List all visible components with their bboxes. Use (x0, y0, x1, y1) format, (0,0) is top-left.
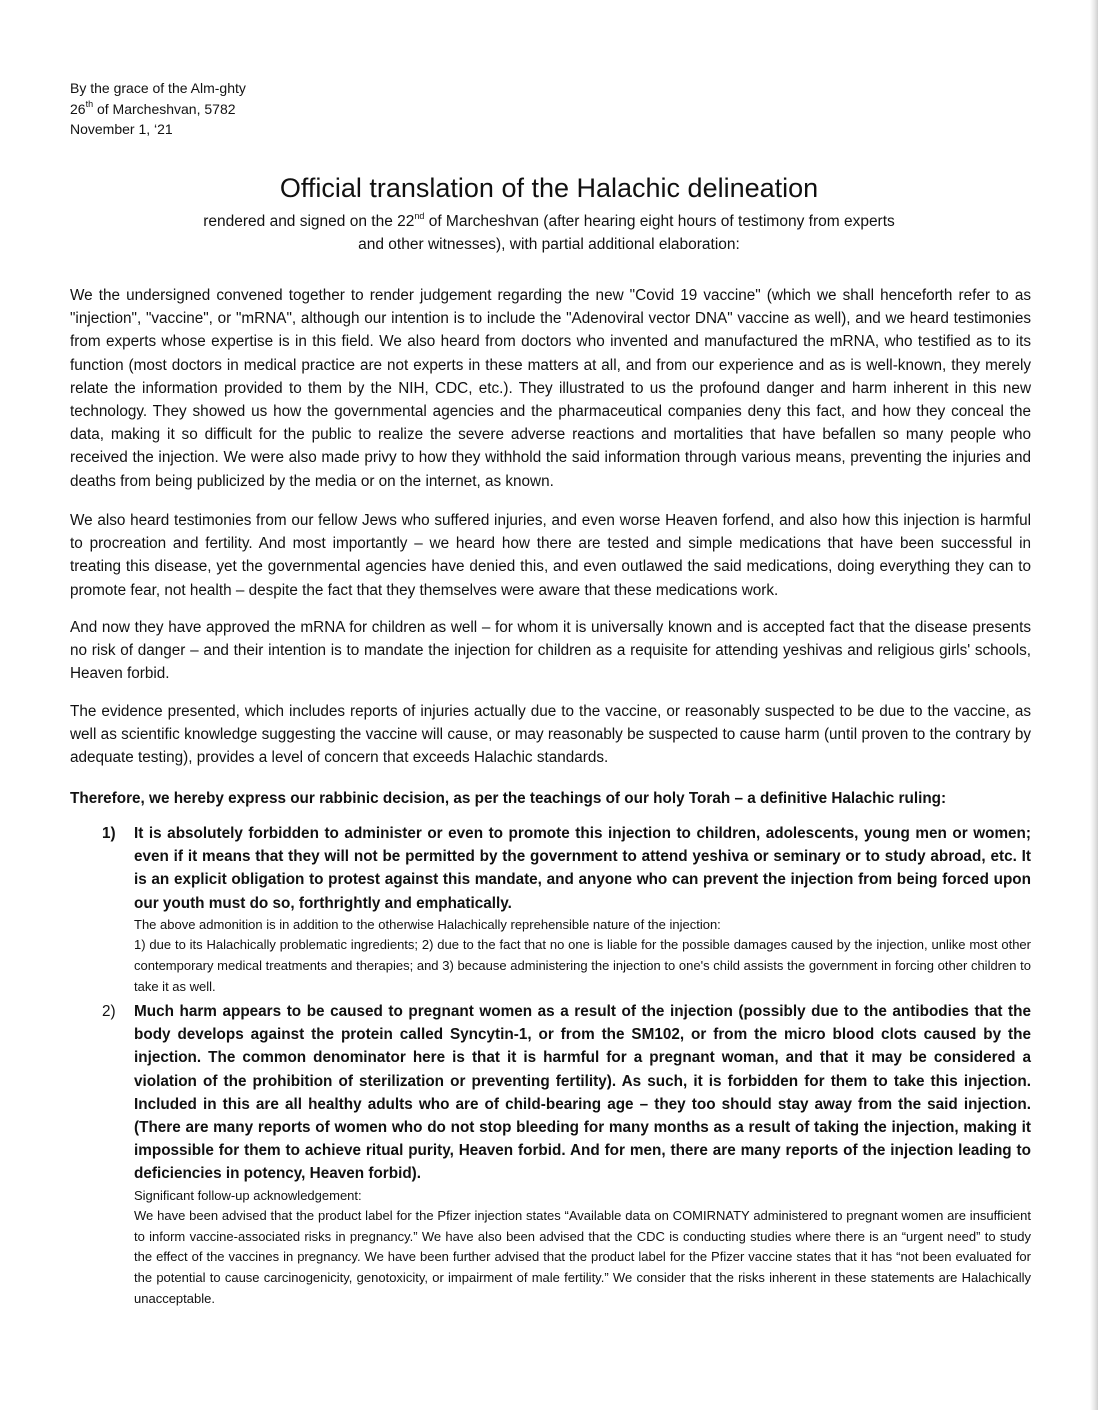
paragraph-evidence: The evidence presented, which includes reports of injuries actually due to the vaccine, or reasonably suspected to be due to the vaccine, as well as scientific knowledge suggesting the vaccine will cause, or may reasonably be suspected to cause harm (until proven to the contrary by adequate testing), provides a level of concern that exceeds Halachic standards. (70, 703, 1031, 767)
paragraph-testimony: We the undersigned convened together to render judgement regarding the new "Covid 19 vaccine" (which we shall henceforth refer to as "injection", "vaccine", or "mRNA", although our intention is to include the "Adenoviral vector DNA" vaccine as well), and we heard testimonies from experts whose expertise is in this field. We also heard from doctors who invented and manufactured the mRNA, who testified as to its function (most doctors in medical practice are not experts in these matters at all, and from our experience and as is well-known, they merely relate the information provided to them by the NIH, CDC, etc.). They illustrated to us the profound danger and harm inherent in this new technology. They showed us how the governmental agencies and the pharmaceutical companies deny this fact, and how they conceal the data, making it so difficult for the public to realize the severe adverse reactions and mortalities that have befallen so many people who received the injection. We were also made privy to how they withhold the said information through various means, preventing the injuries and deaths from being publicized by the media or on the internet, as known. (70, 287, 1031, 490)
note-body: 1) due to its Halachically problematic ingredients; 2) due to the fact that no one is liable for the possible damages caused by the injection, unlike most other contemporary medical treatments and therapies; and 3) because administering the injection to one's child assists the government in forcing other children to take it as well. (134, 937, 1031, 994)
hebrew-date-suffix: th (85, 98, 94, 109)
ruling-item-number: 2) (102, 1003, 116, 1020)
document-title: Official translation of the Halachic delineation (279, 173, 819, 203)
ruling-item-text: It is absolutely forbidden to administer or even to promote this injection to children, adolescents, young men or women; even if it means that they will not be permitted by the government to attend yeshiva or seminary or to study abroad, etc. It is an explicit obligation to protest against this mandate, and anyone who can prevent the injection from being forced upon our youth must do so, forthrightly and emphatically. (134, 825, 1031, 912)
header-hebrew-date (70, 99, 246, 120)
ruling-item-content (134, 1000, 1031, 1309)
note-lead: The above admonition is in addition to the otherwise Halachically reprehensible nature of the injection: (134, 916, 721, 932)
note-lead: Significant follow-up acknowledgement: (134, 1187, 362, 1203)
subtitle-suffix: nd (414, 210, 425, 221)
ruling-item-text: Much harm appears to be caused to pregnant women as a result of the injection (possibly due to the antibodies that the body develops against the protein called Syncytin-1, or from the SM102, or from the micro blood clots caused by the injection. The common denominator here is that it is harmful for a pregnant woman, and that it may be considered a violation of the prohibition of sterilization or preventing fertility). As such, it is forbidden for them to take this injection. Included in this are all healthy adults who are of child-bearing age – they too should stay away from the said injection. (There are many reports of women who do not stop bleeding for many months as a result of taking the injection, making it impossible for them to achieve ritual purity, Heaven forbid. And for men, there are many reports of the injection leading to deficiencies in potency, Heaven forbid). (134, 1003, 1031, 1183)
hebrew-date-day: 26 (70, 100, 86, 117)
header-blessing: By the grace of the Alm-ghty (70, 80, 246, 96)
ruling-item-note (134, 915, 1031, 997)
page-edge-shadow (1090, 0, 1098, 1410)
ruling-item-note (134, 1186, 1031, 1310)
subtitle-before: rendered and signed on the 22 (203, 213, 415, 230)
paragraph-injuries: We also heard testimonies from our fellow Jews who suffered injuries, and even worse Heaven forfend, and also how this injection is harmful to procreation and fertility. And most importantly – we heard how there are tested and simple medications that have been successful in treating this disease, yet the governmental agencies have denied this, and even outlawed the said medications, doing everything they can to promote fear, not health – despite the fact that they themselves were aware that these medications work. (70, 512, 1031, 599)
letter-header (70, 78, 246, 140)
note-body: We have been advised that the product label for the Pfizer injection states “Available data on COMIRNATY administered to pregnant women are insufficient to inform vaccine-associated risks in pregnancy.” We have also been advised that the CDC is conducting studies where there is an “urgent need” to study the effect of the vaccines in pregnancy. We have been further advised that the product label for the Pfizer vaccine states that it has “not been evaluated for the potential to cause carcinogenicity, genotoxicity, or impairment of male fertility.” We consider that the risks inherent in these statements are Halachically unacceptable. (134, 1208, 1031, 1306)
ruling-item-number: 1) (102, 825, 116, 842)
subtitle-after: of Marcheshvan (after hearing eight hours of testimony from experts and other witnesses), with partial additional elaboration: (358, 213, 895, 253)
ruling-intro: Therefore, we hereby express our rabbinic decision, as per the teachings of our holy Torah – a definitive Halachic ruling: (70, 790, 947, 807)
ruling-item-content (134, 822, 1031, 997)
paragraph-children: And now they have approved the mRNA for children as well – for whom it is universally known and is accepted fact that the disease presents no risk of danger – and their intention is to mandate the injection for children as a requisite for attending yeshivas and religious girls' schools, Heaven forbid. (70, 619, 1031, 683)
hebrew-date-rest: of Marcheshvan, 5782 (93, 100, 236, 117)
header-gregorian-date: November 1, ‘21 (70, 121, 173, 137)
document-subtitle (200, 210, 898, 256)
